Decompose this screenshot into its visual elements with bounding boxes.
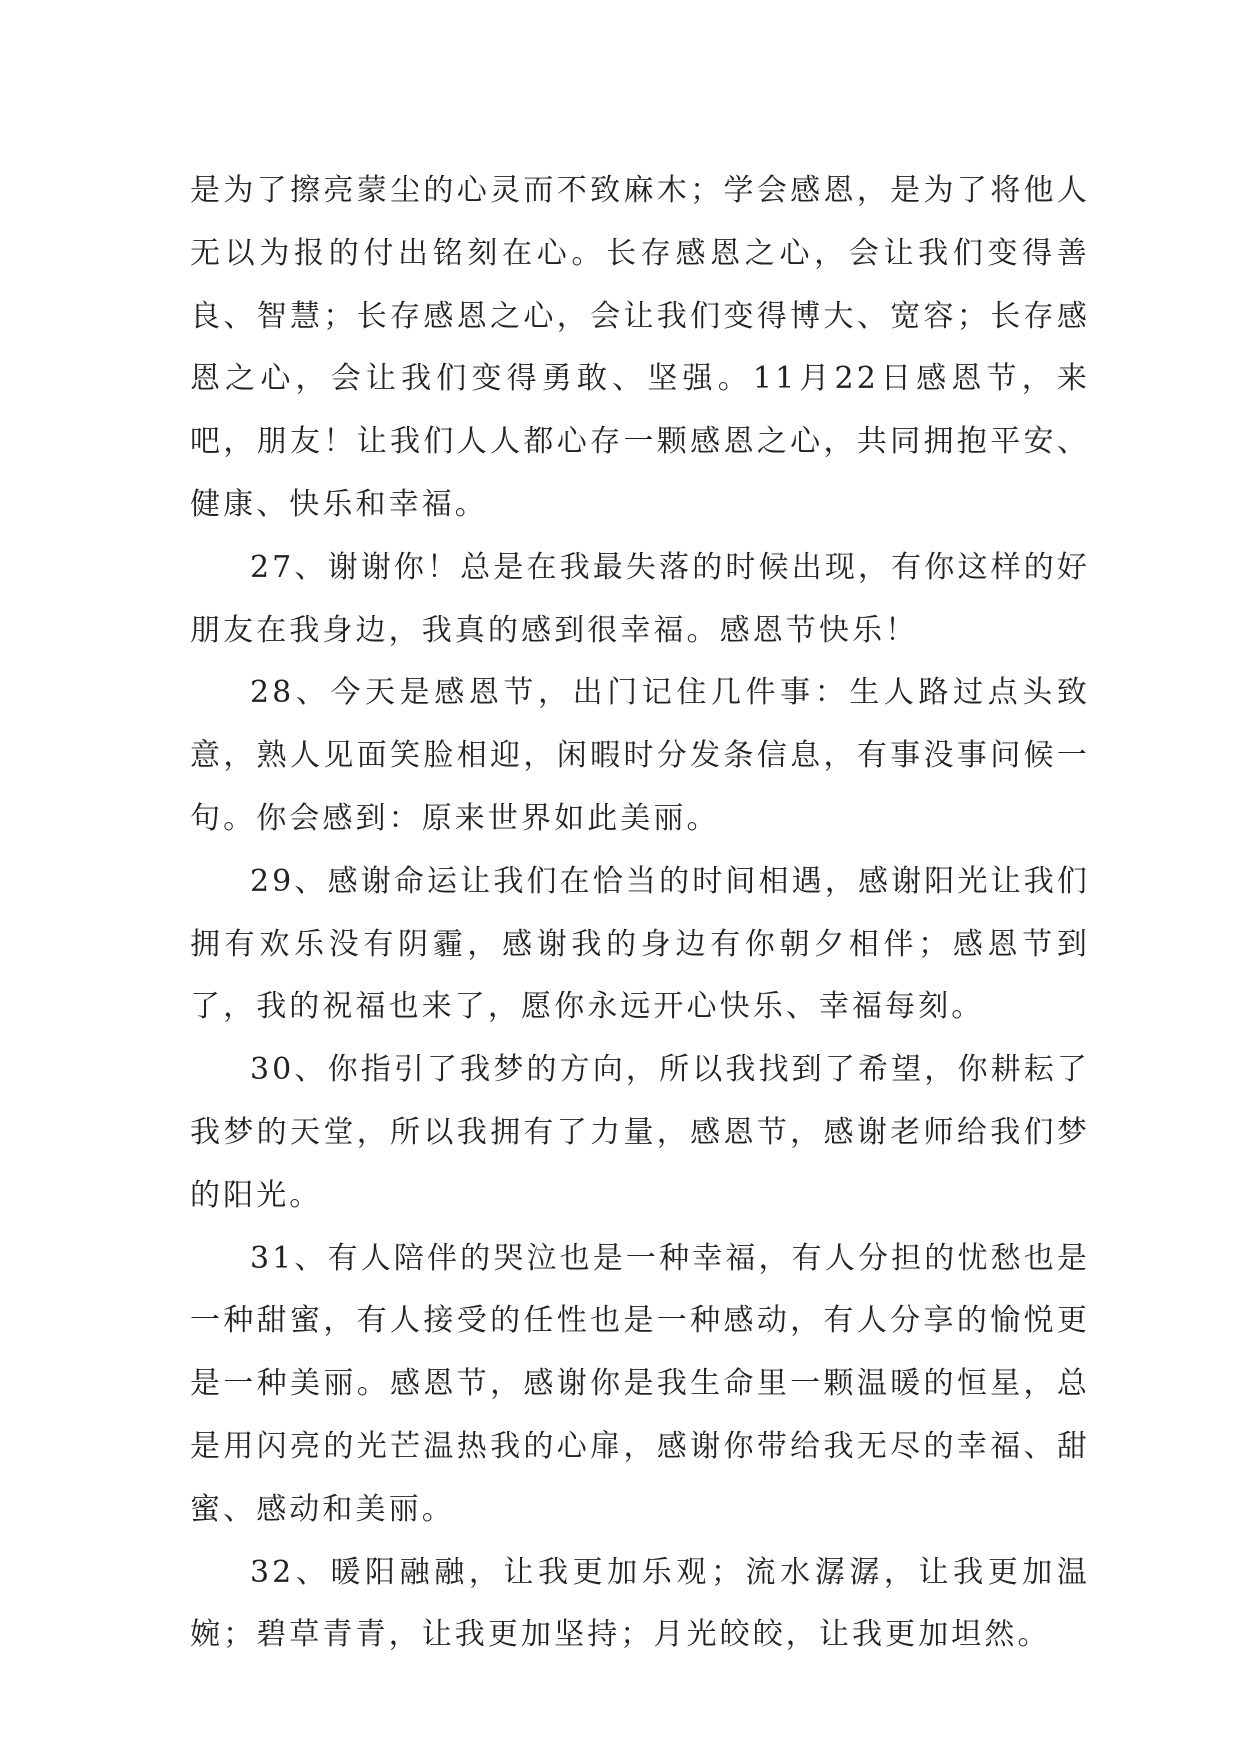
paragraph-32: 32、暖阳融融，让我更加乐观；流水潺潺，让我更加温婉；碧草青青，让我更加坚持；月光皎皎，让我更加坦然。 <box>190 1554 1090 1653</box>
paragraph-30: 30、你指引了我梦的方向，所以我找到了希望，你耕耘了我梦的天堂，所以我拥有了力量，感恩节，感谢老师给我们梦的阳光。 <box>190 1052 1090 1213</box>
paragraph-continuation: 是为了擦亮蒙尘的心灵而不致麻木；学会感恩，是为了将他人无以为报的付出铭刻在心。长存感恩之心，会让我们变得善良、智慧；长存感恩之心，会让我们变得博大、宽容；长存感恩之心，会让我们变得勇敢、坚强。11月22日感恩节，来吧，朋友！让我们人人都心存一颗感恩之心，共同拥抱平安、健康、快乐和幸福。 <box>190 173 1090 522</box>
paragraph-29: 29、感谢命运让我们在恰当的时间相遇，感谢阳光让我们拥有欢乐没有阴霾，感谢我的身边有你朝夕相伴；感恩节到了，我的祝福也来了，愿你永远开心快乐、幸福每刻。 <box>190 863 1090 1025</box>
paragraph-28: 28、今天是感恩节，出门记住几件事：生人路过点头致意，熟人见面笑脸相迎，闲暇时分发条信息，有事没事问候一句。你会感到：原来世界如此美丽。 <box>190 675 1090 836</box>
document-body <box>190 160 1090 1667</box>
paragraph-27: 27、谢谢你！总是在我最失落的时候出现，有你这样的好朋友在我身边，我真的感到很幸福。感恩节快乐！ <box>190 549 1090 648</box>
paragraph-31: 31、有人陪伴的哭泣也是一种幸福，有人分担的忧愁也是一种甜蜜，有人接受的任性也是一种感动，有人分享的愉悦更是一种美丽。感恩节，感谢你是我生命里一颗温暖的恒星，总是用闪亮的光芒温热我的心扉，感谢你带给我无尽的幸福、甜蜜、感动和美丽。 <box>190 1240 1090 1527</box>
